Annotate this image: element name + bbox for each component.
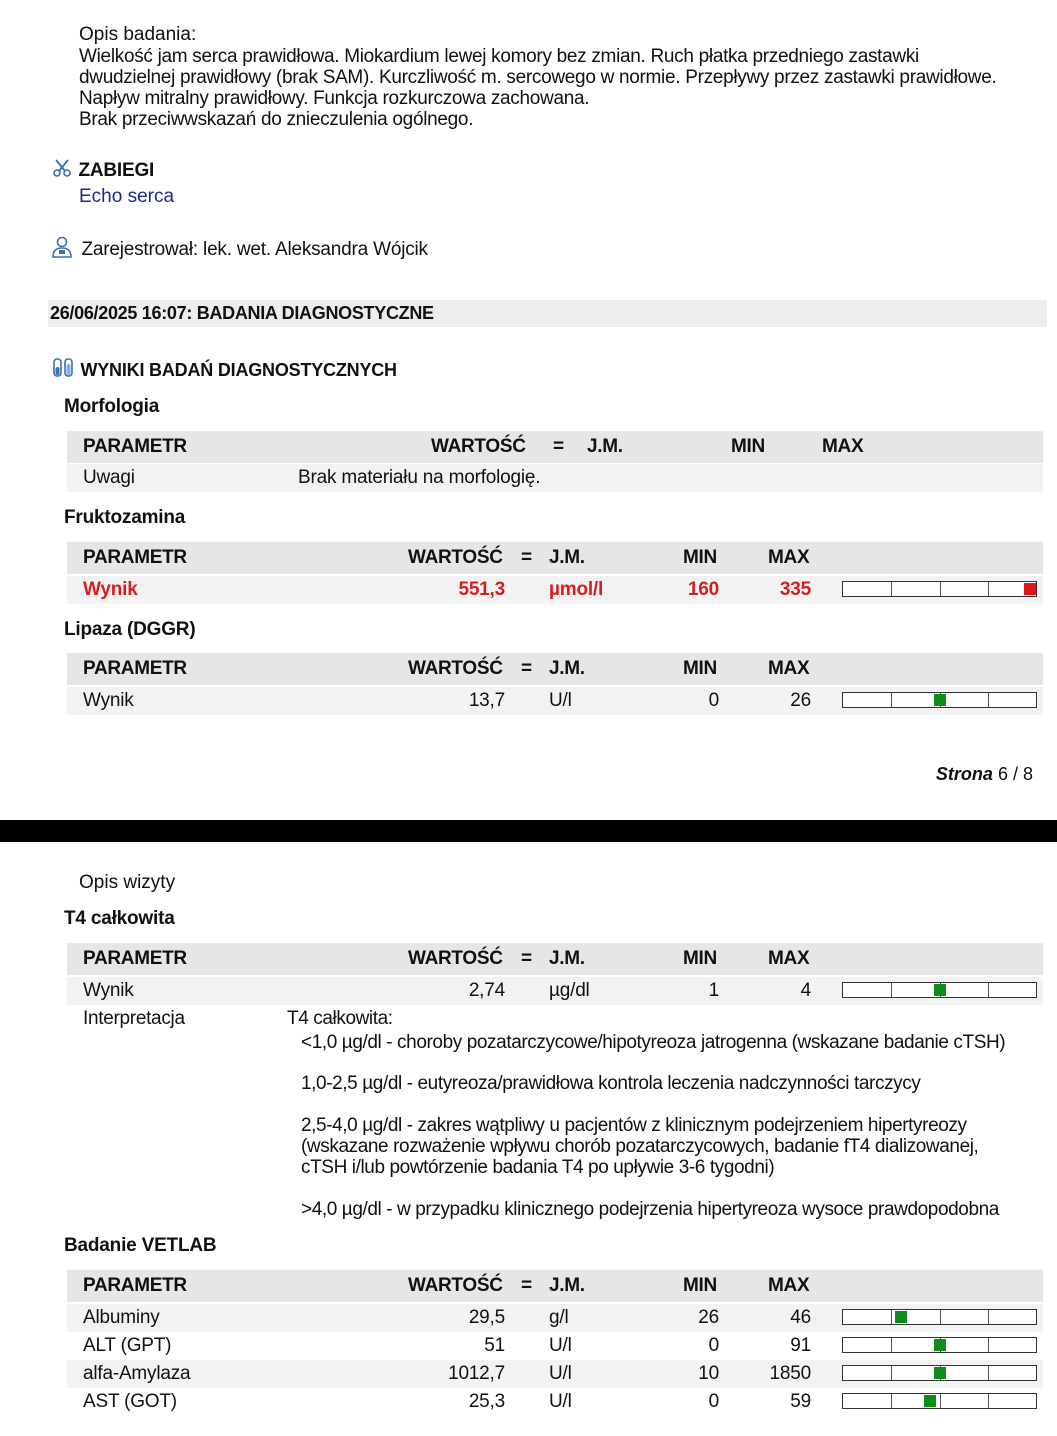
procedure-item[interactable]: Echo serca — [79, 186, 175, 207]
col-param: PARAMETR — [83, 948, 187, 969]
range-bar — [842, 1309, 1037, 1325]
param-min: 10 — [698, 1363, 719, 1384]
procedures-section — [52, 158, 154, 183]
param-name: Wynik — [83, 579, 138, 600]
range-marker — [895, 1311, 907, 1323]
param-value: 13,7 — [468, 690, 505, 711]
table-row — [67, 687, 1043, 715]
col-max: MAX — [822, 436, 864, 457]
table-row — [67, 1304, 1043, 1332]
range-bar-divider — [988, 693, 989, 707]
param-value: 25,3 — [468, 1391, 505, 1412]
col-min: MIN — [683, 658, 717, 679]
t4-table-header — [67, 943, 1043, 975]
range-bar-divider — [988, 1310, 989, 1324]
param-min: 1 — [708, 980, 719, 1001]
scissors-icon — [52, 158, 72, 183]
range-bar-divider — [988, 983, 989, 997]
vetlab-title: Badanie VETLAB — [64, 1235, 217, 1256]
range-bar — [842, 1337, 1037, 1353]
range-bar-divider — [891, 1310, 892, 1324]
range-marker — [934, 694, 946, 706]
page-number — [936, 764, 1033, 785]
table-row — [67, 1360, 1043, 1388]
table-row — [67, 1388, 1043, 1416]
param-name: Uwagi — [83, 467, 135, 488]
morfologia-title: Morfologia — [64, 396, 160, 417]
diagnostics-date-title: 26/06/2025 16:07: BADANIA DIAGNOSTYCZNE — [50, 303, 434, 323]
param-max: 26 — [790, 690, 811, 711]
range-marker — [924, 1395, 936, 1407]
range-marker — [934, 1339, 946, 1351]
range-bar-divider — [891, 1338, 892, 1352]
exam-description-line: dwudzielnej prawidłowy (brak SAM). Kurczliwość m. sercowego w normie. Przepływy przez zastawki prawidłowe. — [79, 67, 997, 88]
table-row — [67, 977, 1043, 1005]
param-max: 59 — [790, 1391, 811, 1412]
range-marker — [934, 984, 946, 996]
col-param: PARAMETR — [83, 1275, 187, 1296]
page-sep: / — [1007, 764, 1023, 784]
exam-description-title: Opis badania: — [79, 24, 197, 45]
lipaza-title: Lipaza (DGGR) — [64, 619, 196, 640]
range-bar-divider — [891, 1394, 892, 1408]
col-max: MAX — [768, 547, 810, 568]
interpretation-line: cTSH i/lub powtórzenie badania T4 po upływie 3-6 tygodni) — [301, 1157, 775, 1178]
col-param: PARAMETR — [83, 547, 187, 568]
col-eq: = — [521, 658, 532, 679]
exam-description-line: Napływ mitralny prawidłowy. Funkcja rozkurczowa zachowana. — [79, 88, 590, 109]
param-min: 0 — [708, 690, 719, 711]
range-bar-divider — [891, 983, 892, 997]
range-bar-divider — [988, 1366, 989, 1380]
col-value: WARTOŚĆ — [408, 547, 503, 568]
results-heading: WYNIKI BADAŃ DIAGNOSTYCZNYCH — [80, 360, 397, 380]
col-unit: J.M. — [587, 436, 623, 457]
col-max: MAX — [768, 658, 810, 679]
param-value: 551,3 — [458, 579, 505, 600]
results-section — [52, 358, 397, 383]
exam-description-line: Brak przeciwwskazań do znieczulenia ogólnego. — [79, 109, 474, 130]
lipaza-table-header — [67, 653, 1043, 685]
param-name: ALT (GPT) — [83, 1335, 172, 1356]
param-name: Albuminy — [83, 1307, 160, 1328]
range-bar — [842, 1393, 1037, 1409]
range-bar-divider — [988, 1338, 989, 1352]
param-min: 26 — [698, 1307, 719, 1328]
param-unit: µmol/l — [549, 579, 604, 600]
t4-title: T4 całkowita — [64, 908, 175, 929]
range-bar-divider — [940, 1310, 941, 1324]
col-value: WARTOŚĆ — [408, 948, 503, 969]
visit-note: Opis wizyty — [79, 872, 176, 893]
param-name: Wynik — [83, 690, 134, 711]
exam-description-line: Wielkość jam serca prawidłowa. Miokardium lewej komory bez zmian. Ruch płatka przedniego zastawki — [79, 46, 919, 67]
col-eq: = — [521, 948, 532, 969]
table-row — [67, 1332, 1043, 1360]
col-param: PARAMETR — [83, 658, 187, 679]
col-eq: = — [521, 1275, 532, 1296]
param-min: 160 — [687, 579, 719, 600]
report-page-7 — [0, 842, 1057, 1436]
param-max: 91 — [790, 1335, 811, 1356]
interpretation-line: <1,0 µg/dl - choroby pozatarczycowe/hipotyreoza jatrogenna (wskazane badanie cTSH) — [301, 1032, 1006, 1053]
param-value: 1012,7 — [448, 1363, 505, 1384]
morfologia-table-header — [67, 431, 1043, 463]
range-bar-divider — [891, 582, 892, 596]
col-max: MAX — [768, 1275, 810, 1296]
fruktozamina-title: Fruktozamina — [64, 507, 186, 528]
col-min: MIN — [683, 948, 717, 969]
interpretation-label: Interpretacja — [83, 1008, 185, 1029]
col-value: WARTOŚĆ — [408, 658, 503, 679]
page-total: 8 — [1022, 764, 1033, 784]
range-bar — [842, 692, 1037, 708]
param-max: 4 — [800, 980, 811, 1001]
range-bar-divider — [891, 693, 892, 707]
interpretation-line: 1,0-2,5 µg/dl - eutyreoza/prawidłowa kontrola leczenia nadczynności tarczycy — [301, 1073, 921, 1094]
param-unit: U/l — [549, 1363, 572, 1384]
exam-description-body — [79, 46, 1049, 130]
table-row — [67, 576, 1043, 604]
param-value: 51 — [484, 1335, 505, 1356]
range-marker — [934, 1367, 946, 1379]
range-bar — [842, 1365, 1037, 1381]
col-max: MAX — [768, 948, 810, 969]
interpretation-line: (wskazane rozważenie wpływu chorób pozatarczycowych, badanie fT4 dializowanej, — [301, 1136, 979, 1157]
col-value: WARTOŚĆ — [431, 436, 526, 457]
range-bar-divider — [988, 582, 989, 596]
param-min: 0 — [708, 1391, 719, 1412]
col-param: PARAMETR — [83, 436, 187, 457]
range-bar-divider — [988, 1394, 989, 1408]
param-value: Brak materiału na morfologię. — [298, 467, 541, 488]
table-row — [67, 464, 1043, 492]
col-unit: J.M. — [549, 948, 585, 969]
param-min: 0 — [708, 1335, 719, 1356]
param-unit: U/l — [549, 1335, 572, 1356]
param-unit: g/l — [549, 1307, 569, 1328]
interpretation-line: 2,5-4,0 µg/dl - zakres wątpliwy u pacjentów z klinicznym podejrzeniem hipertyreozy — [301, 1115, 967, 1136]
param-name: AST (GOT) — [83, 1391, 177, 1412]
param-name: Wynik — [83, 980, 134, 1001]
registered-by-text: Zarejestrował: lek. wet. Aleksandra Wójcik — [81, 238, 428, 260]
col-value: WARTOŚĆ — [408, 1275, 503, 1296]
col-unit: J.M. — [549, 658, 585, 679]
range-bar — [842, 581, 1037, 597]
param-unit: µg/dl — [549, 980, 590, 1001]
fruktozamina-table-header — [67, 542, 1043, 574]
range-bar-divider — [940, 1394, 941, 1408]
param-value: 2,74 — [468, 980, 505, 1001]
col-eq: = — [553, 436, 564, 457]
interpretation-line: >4,0 µg/dl - w przypadku klinicznego podejrzenia hipertyreoza wysoce prawdopodobna — [301, 1199, 999, 1220]
page-current: 6 — [997, 764, 1008, 784]
range-bar-divider — [891, 1366, 892, 1380]
param-max: 46 — [790, 1307, 811, 1328]
param-value: 29,5 — [468, 1307, 505, 1328]
registered-by-row — [50, 236, 428, 263]
col-unit: J.M. — [549, 547, 585, 568]
doctor-icon — [50, 236, 74, 263]
test-tubes-icon — [52, 358, 74, 383]
param-max: 1850 — [769, 1363, 811, 1384]
param-unit: U/l — [549, 1391, 572, 1412]
col-unit: J.M. — [549, 1275, 585, 1296]
page-divider — [0, 820, 1057, 842]
procedures-heading: ZABIEGI — [78, 159, 155, 181]
col-eq: = — [521, 547, 532, 568]
col-min: MIN — [683, 547, 717, 568]
range-marker — [1024, 583, 1036, 595]
range-bar-divider — [940, 582, 941, 596]
page-word: Strona — [935, 764, 993, 784]
range-bar — [842, 982, 1037, 998]
param-max: 335 — [779, 579, 811, 600]
col-min: MIN — [731, 436, 765, 457]
param-name: alfa-Amylaza — [83, 1363, 191, 1384]
interpretation-title: T4 całkowita: — [287, 1008, 393, 1029]
col-min: MIN — [683, 1275, 717, 1296]
diagnostics-date-bar — [48, 300, 1047, 327]
vetlab-table-header — [67, 1270, 1043, 1302]
param-unit: U/l — [549, 690, 572, 711]
